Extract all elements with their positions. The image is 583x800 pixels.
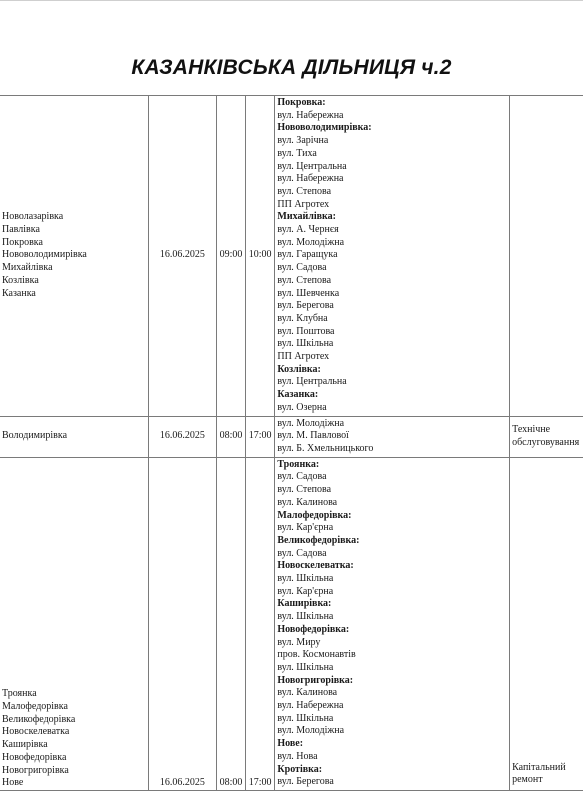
settlement-name: Троянка xyxy=(2,688,37,700)
end-time-cell: 17:00 xyxy=(245,416,275,457)
settlement-name: Новогригорівка xyxy=(2,764,69,776)
schedule-body xyxy=(0,96,583,791)
street-name: вул. Садова xyxy=(277,547,327,559)
village-heading: Каширівка: xyxy=(277,598,332,610)
village-heading: Новогригорівка: xyxy=(277,674,354,686)
settlement-name: Володимирівка xyxy=(2,430,68,442)
street-name: вул. А. Чернєя xyxy=(277,224,339,236)
street-name: вул. Степова xyxy=(277,484,332,496)
street-name: вул. Нова xyxy=(277,750,318,762)
street-name: вул. Калинова xyxy=(277,687,338,699)
schedule-row xyxy=(0,457,583,790)
street-name: вул. Степова xyxy=(277,185,332,197)
streets-cell xyxy=(275,416,510,457)
street-name: вул. Шкільна xyxy=(277,661,334,673)
settlements-cell xyxy=(0,457,148,790)
settlement-name: Новоскелеватка xyxy=(2,726,70,738)
start-time-cell: 08:00 xyxy=(217,416,246,457)
street-name: вул. Шевченка xyxy=(277,287,340,299)
village-heading: Казанка: xyxy=(277,389,319,401)
street-name: вул. Центральна xyxy=(277,160,347,172)
street-name: вул. Кар'єрна xyxy=(277,585,334,597)
village-heading: Нововолодимирівка: xyxy=(277,122,372,134)
settlements-cell xyxy=(0,416,148,457)
street-name: вул. Тиха xyxy=(277,147,317,159)
settlements-cell xyxy=(0,96,148,417)
street-name: вул. Садова xyxy=(277,471,327,483)
village-heading: Новоскелеватка: xyxy=(277,560,354,572)
settlement-name: Нововолодимирівка xyxy=(2,249,87,261)
street-name: вул. Садова xyxy=(277,262,327,274)
reason-cell: Технічне обслуговування xyxy=(510,416,583,457)
street-name: вул. Б. Хмельницького xyxy=(277,442,374,454)
settlement-name: Великофедорівка xyxy=(2,713,76,725)
settlement-name: Казанка xyxy=(2,287,36,299)
settlement-name: Новофедорівка xyxy=(2,751,67,763)
settlement-name: Малофедорівка xyxy=(2,701,68,713)
settlement-name: Михайлівка xyxy=(2,262,53,274)
street-name: пров. Космонавтів xyxy=(277,649,356,661)
end-time-cell: 17:00 xyxy=(245,457,275,790)
street-name: вул. Молодіжна xyxy=(277,417,345,429)
street-name: вул. Клубна xyxy=(277,312,328,324)
street-name: вул. Шкільна xyxy=(277,338,334,350)
settlement-name: Павлівка xyxy=(2,224,40,236)
date-cell: 16.06.2025 xyxy=(148,457,217,790)
village-heading: Малофедорівка: xyxy=(277,509,352,521)
village-heading: Нове: xyxy=(277,738,304,750)
street-name: вул. Зарічна xyxy=(277,135,329,147)
schedule-row xyxy=(0,416,583,457)
reason-cell xyxy=(510,96,583,417)
end-time-cell: 10:00 xyxy=(245,96,275,417)
schedule-row xyxy=(0,96,583,417)
settlement-name: Каширівка xyxy=(2,739,48,751)
street-name: вул. Набережна xyxy=(277,700,344,712)
street-name: вул. Миру xyxy=(277,636,321,648)
street-name: вул. Кар'єрна xyxy=(277,522,334,534)
street-name: вул. Шкільна xyxy=(277,611,334,623)
street-name: вул. Берегова xyxy=(277,776,334,788)
settlement-name: Козлівка xyxy=(2,274,39,286)
village-heading: Кротівка: xyxy=(277,763,323,775)
start-time-cell: 09:00 xyxy=(217,96,246,417)
date-cell: 16.06.2025 xyxy=(148,96,217,417)
settlement-name: Новолазарівка xyxy=(2,211,64,223)
street-name: вул. М. Павлової xyxy=(277,430,349,442)
street-name: вул. Берегова xyxy=(277,300,334,312)
street-name: вул. Степова xyxy=(277,274,332,286)
streets-cell xyxy=(275,96,510,417)
street-name: вул. Молодіжна xyxy=(277,725,345,737)
village-heading: Михайлівка: xyxy=(277,211,336,223)
street-name: вул. Центральна xyxy=(277,376,347,388)
street-name: вул. Шкільна xyxy=(277,712,334,724)
street-name: вул. Озерна xyxy=(277,401,327,413)
page-title: КАЗАНКІВСЬКА ДІЛЬНИЦЯ ч.2 xyxy=(131,56,452,79)
village-heading: Троянка: xyxy=(277,458,320,470)
street-name: вул. Поштова xyxy=(277,325,335,337)
streets-cell xyxy=(275,457,510,790)
street-name: вул. Набережна xyxy=(277,109,344,121)
street-name: вул. Молодіжна xyxy=(277,236,345,248)
settlement-name: Покровка xyxy=(2,236,43,248)
date-cell: 16.06.2025 xyxy=(148,416,217,457)
village-heading: Покровка: xyxy=(277,97,326,108)
street-name: ПП Агротех xyxy=(277,198,330,210)
outage-schedule-table xyxy=(0,95,583,791)
street-name: вул. Калинова xyxy=(277,496,338,508)
settlement-name: Нове xyxy=(2,777,24,789)
village-heading: Новофедорівка: xyxy=(277,623,350,635)
village-heading: Великофедорівка: xyxy=(277,534,360,546)
street-name: ПП Агротех xyxy=(277,351,330,363)
start-time-cell: 08:00 xyxy=(217,457,246,790)
street-name: вул. Шкільна xyxy=(277,573,334,585)
top-border-line xyxy=(0,0,583,1)
reason-cell: Капітальний ремонт xyxy=(510,457,583,790)
village-heading: Козлівка: xyxy=(277,363,321,375)
street-name: вул. Набережна xyxy=(277,173,344,185)
street-name: вул. Гаращука xyxy=(277,249,338,261)
